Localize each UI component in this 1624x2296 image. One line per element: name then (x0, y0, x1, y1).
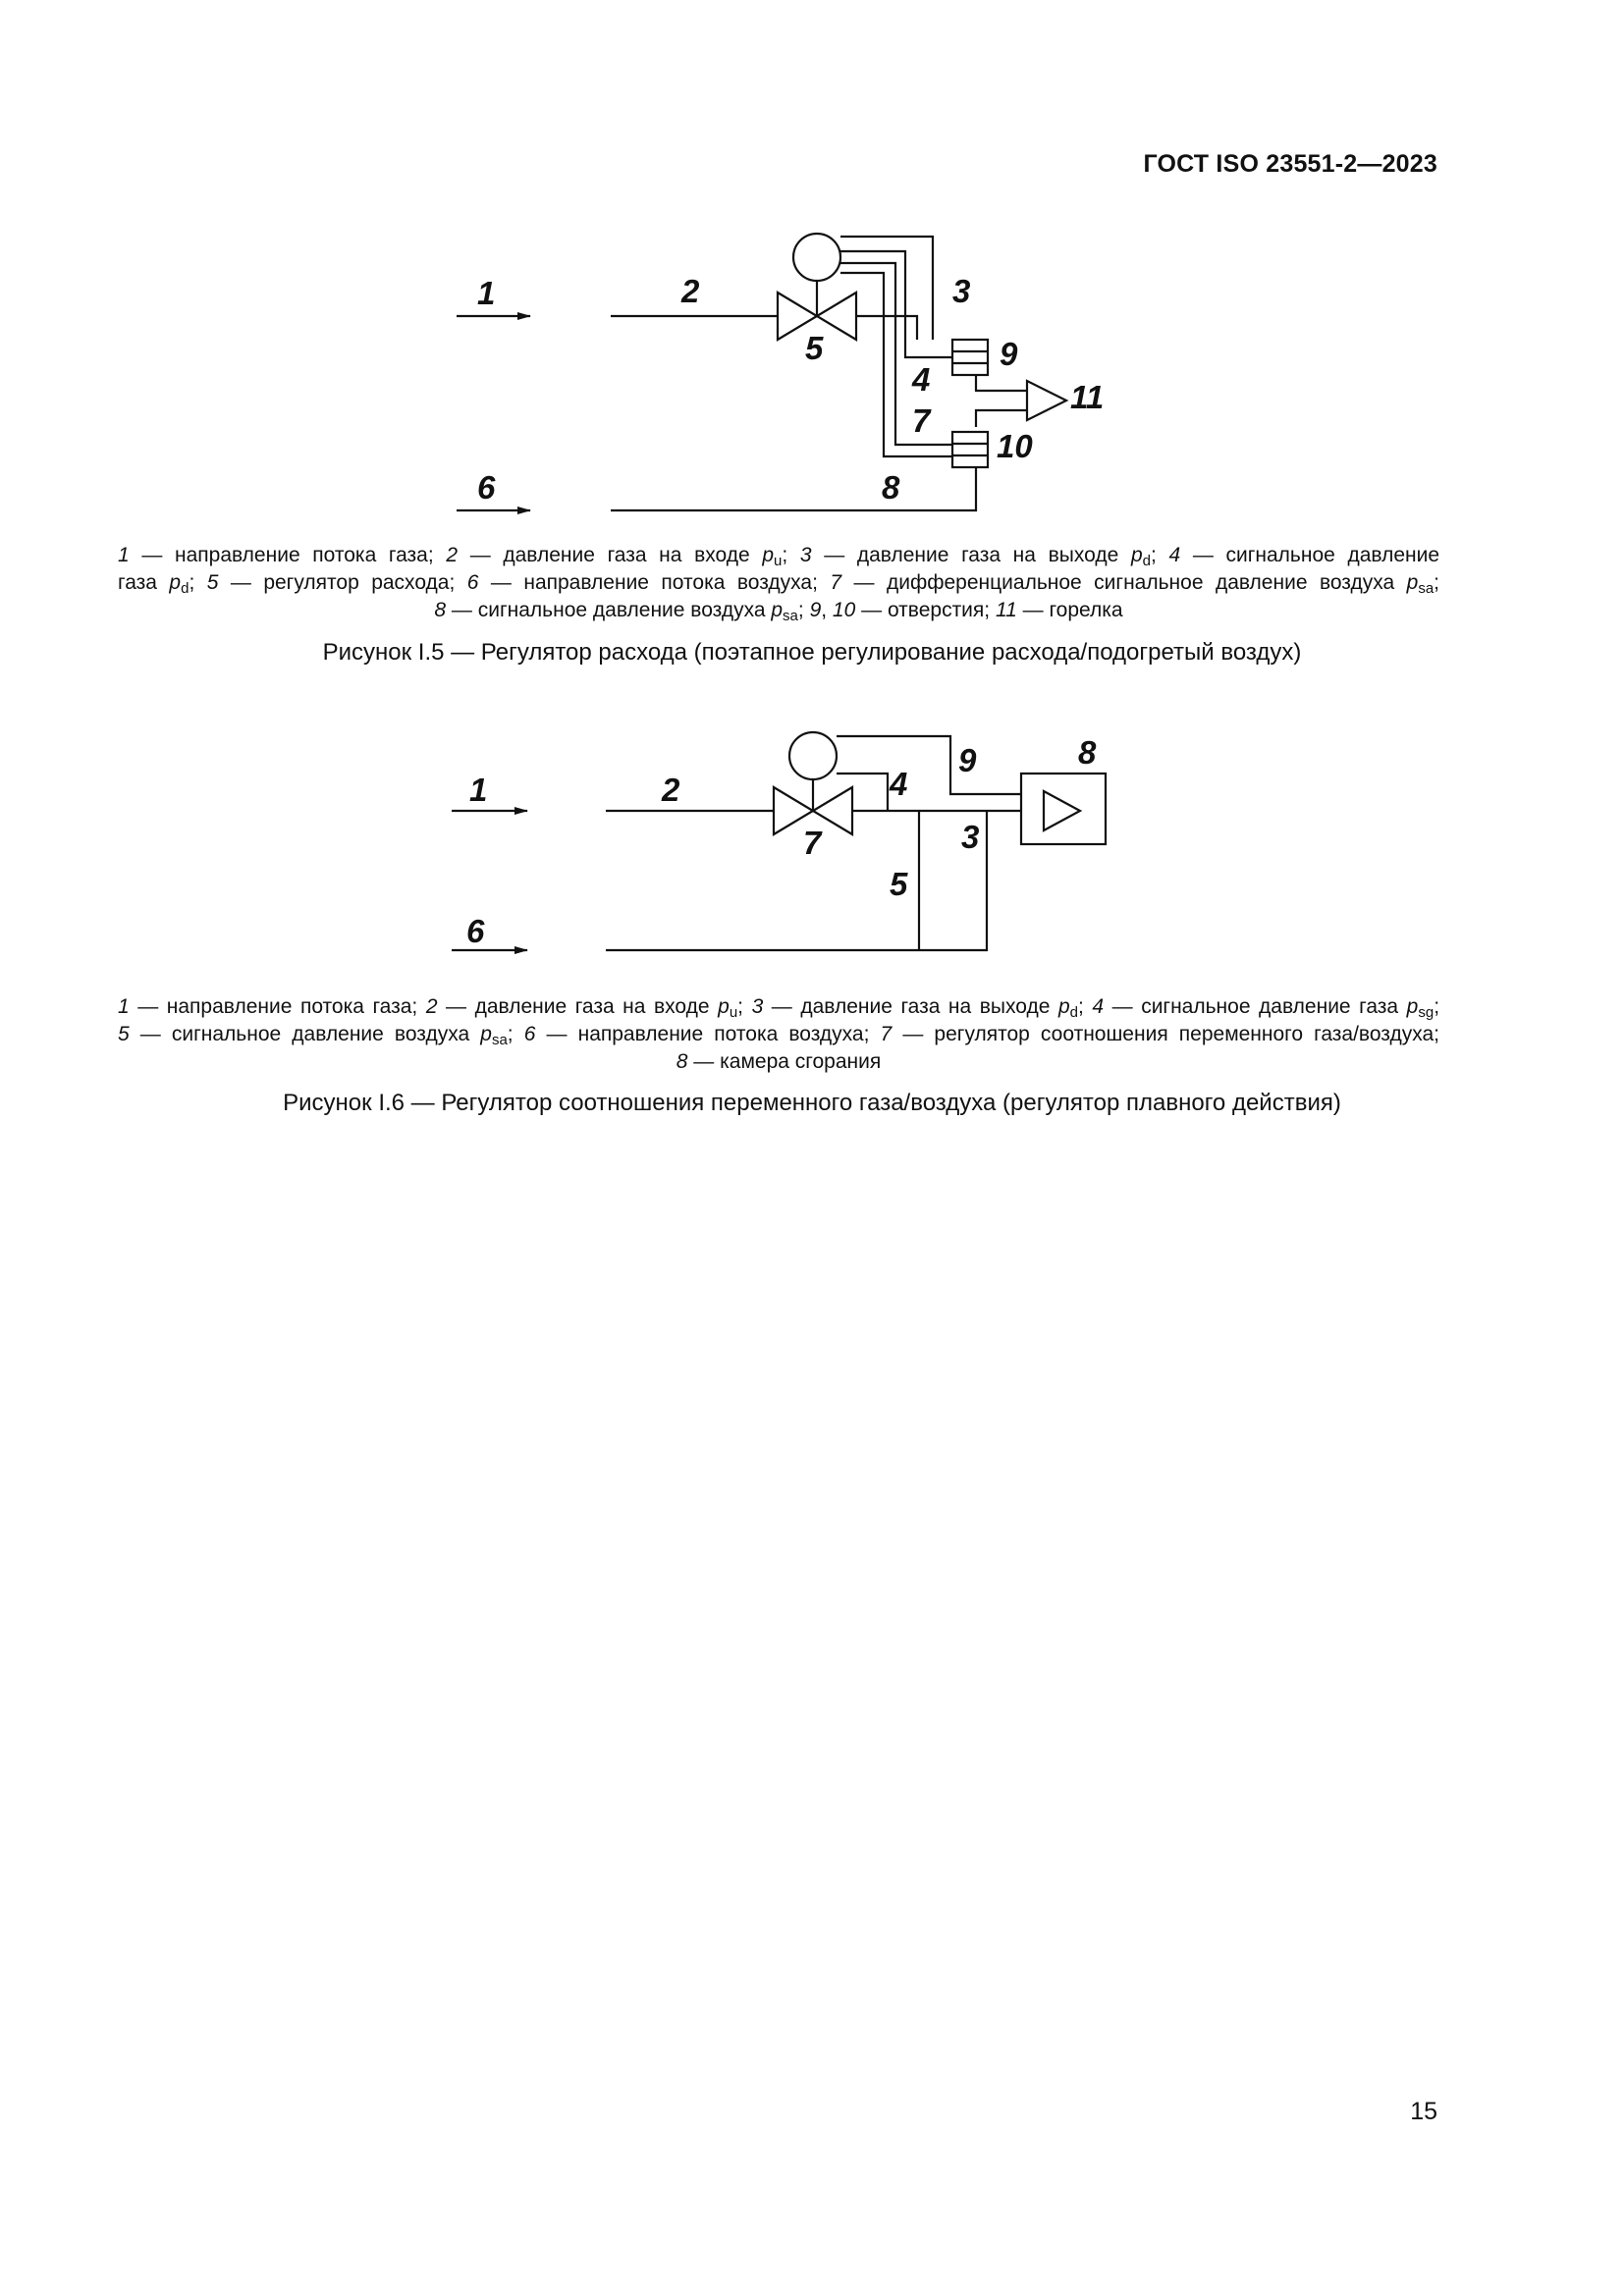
legend-line: 8 — сигнальное давление воздуха $p_{sa}$; 9, 10 — отверстия; 11 — горелка (434, 599, 1123, 624)
legend-line: 5 — сигнальное давление воздуха $p_{sa}$; 6 — направление потока воздуха; 7 — регулятор соотношения переменного газа/воздуха; (118, 1023, 1439, 1048)
label-2: 2 (662, 772, 680, 808)
orifice-10 (952, 432, 988, 467)
label-11: 11 (1070, 379, 1105, 415)
figure-6-diagram (0, 707, 1624, 982)
burner (1027, 381, 1066, 420)
label-4: 4 (890, 766, 908, 802)
combustion-chamber (1021, 774, 1106, 844)
legend-line: газа $p_d$; 5 — регулятор расхода; 6 — направление потока воздуха; 7 — дифференциальное сигнальное давление воздуха $p_{sa}$; (118, 571, 1439, 597)
label-5: 5 (890, 866, 908, 902)
label-9: 9 (958, 742, 977, 778)
label-6: 6 (466, 913, 485, 949)
page-number: 15 (1410, 2098, 1437, 2125)
label-10: 10 (997, 428, 1033, 464)
figure-5-caption: Рисунок I.5 — Регулятор расхода (поэтапное регулирование расхода/подогретый воздух) (322, 639, 1302, 666)
figure-6-legend (118, 993, 1439, 1076)
figure-5-diagram (0, 0, 1624, 550)
label-9: 9 (1000, 336, 1018, 372)
label-8: 8 (1078, 734, 1097, 771)
document-header: ГОСТ ISO 23551-2—2023 (1143, 150, 1437, 178)
label-2: 2 (681, 273, 700, 309)
legend-line: 8 — камера сгорания (676, 1050, 882, 1073)
label-1: 1 (477, 275, 496, 311)
label-3: 3 (961, 819, 980, 855)
label-5: 5 (805, 330, 824, 366)
orifice-9 (952, 340, 988, 375)
regulator-actuator (793, 234, 840, 281)
figure-6-caption: Рисунок I.6 — Регулятор соотношения переменного газа/воздуха (регулятор плавного действия) (283, 1090, 1341, 1116)
label-4: 4 (912, 361, 931, 398)
label-6: 6 (477, 469, 496, 506)
figure-5-legend (118, 542, 1439, 624)
label-8: 8 (882, 469, 900, 506)
label-7: 7 (912, 402, 931, 439)
regulator-actuator (789, 732, 837, 779)
label-3: 3 (952, 273, 971, 309)
legend-line: 1 — направление потока газа; 2 — давление газа на входе $p_u$; 3 — давление газа на выходе $p_d$; 4 — сигнальное давление (118, 544, 1440, 569)
legend-line: 1 — направление потока газа; 2 — давление газа на входе $p_u$; 3 — давление газа на выходе $p_d$; 4 — сигнальное давление газа $p_{sg}$; (118, 995, 1440, 1021)
label-1: 1 (469, 772, 488, 808)
label-7: 7 (803, 825, 822, 861)
